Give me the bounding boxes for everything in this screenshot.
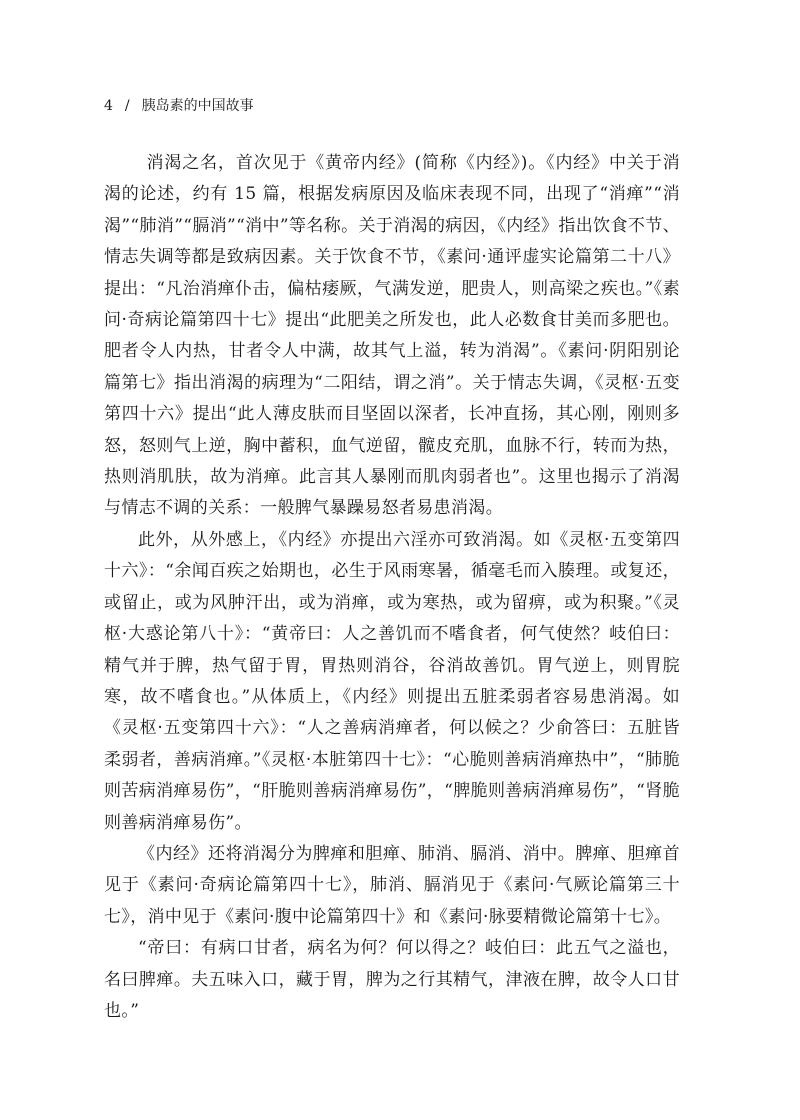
paragraph-1: 消渴之名，首次见于《黄帝内经》(简称《内经》)。《内经》中关于消渴的论述，约有 15 篇，根据发病原因及临床表现不同，出现了“消瘅”“消渴”“肺消”“膈消”“消中”等名称。关于消渴的病因，《内经》指出饮食不节、情志失调等都是致病因素。关于饮食不节，《素问·通评虚实论篇第二十八》提出：“凡治消瘅仆击，偏枯痿厥，气满发逆，肥贵人，则高梁之疾也。”《素问·奇病论篇第四十七》提出“此肥美之所发也，此人必数食甘美而多肥也。肥者令人内热，甘者令人中满，故其气上溢，转为消渴”。《素问·阴阳别论篇第七》指出消渴的病理为“二阳结，谓之消”。关于情志失调，《灵枢·五变第四十六》提出“此人薄皮肤而目坚固以深者，长冲直扬，其心刚，刚则多怒，怒则气上逆，胸中蓄积，血气逆留，髋皮充肌，血脉不行，转而为热，热则消肌肤，故为消瘅。此言其人暴刚而肌肉弱者也”。这里也揭示了消渴与情志不调的关系：一般脾气暴躁易怒者易患消渴。 — [104, 153, 680, 519]
paragraph-2: 此外，从外感上，《内经》亦提出六淫亦可致消渴。如《灵枢·五变第四十六》：“余闻百疾之始期也，必生于风雨寒暑，循毫毛而入腠理。或复还，或留止，或为风肿汗出，或为消瘅，或为寒热，或为留痹，或为积聚。”《灵枢·大惑论第八十》：“黄帝曰：人之善饥而不嗜食者，何气使然？岐伯曰：精气并于脾，热气留于胃，胃热则消谷，谷消故善饥。胃气逆上，则胃脘寒，故不嗜食也。”从体质上，《内经》则提出五脏柔弱者容易患消渴。如《灵枢·五变第四十六》：“人之善病消瘅者，何以候之？少俞答曰：五脏皆柔弱者，善病消瘅。”《灵枢·本脏第四十七》：“心脆则善病消瘅热中”，“肺脆则苦病消瘅易伤”，“肝脆则善病消瘅易伤”，“脾脆则善病消瘅易伤”，“肾脆则善病消瘅易伤”。 — [104, 529, 680, 833]
page-number: 4 — [104, 98, 113, 114]
paragraph-4: “帝曰：有病口甘者，病名为何？何以得之？岐伯曰：此五气之溢也，名曰脾瘅。夫五味入口，藏于胃，脾为之行其精气，津液在脾，故令人口甘也。” — [104, 938, 680, 1021]
running-head — [104, 96, 254, 116]
header-separator: / — [124, 98, 130, 114]
body-text — [104, 148, 680, 1027]
book-title: 胰岛素的中国故事 — [141, 98, 254, 114]
paragraph-3: 《内经》还将消渴分为脾瘅和胆瘅、肺消、膈消、消中。脾瘅、胆瘅首见于《素问·奇病论篇第四十七》，肺消、膈消见于《素问·气厥论篇第三十七》，消中见于《素问·腹中论篇第四十》和《素问·脉要精微论篇第十七》。 — [104, 843, 680, 927]
